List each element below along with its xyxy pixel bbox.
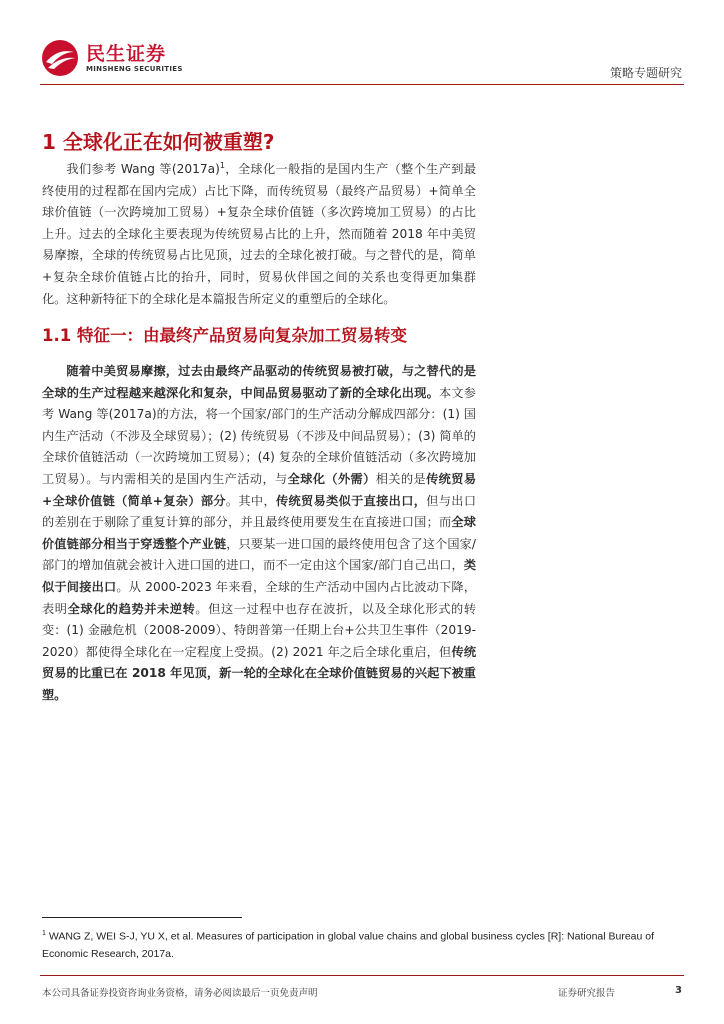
bold-text: 随着中美贸易摩擦，过去由最终产品驱动的传统贸易被打破，与之替代的是全球的生产过程越来越深化和复杂，中间品贸易驱动了新的全球化出现。 — [42, 364, 476, 400]
page-number: 3 — [675, 985, 682, 996]
page-header — [40, 38, 684, 82]
paragraph-text: 。但这一过程中也存在波折，以及全球化形式的转变：(1) 金融危机（2008-2009）、特朗普第一任期上台+公共卫生事件（2019-2020）都使得全球化在一定程度上受损。(2) 2021 年之后全球化重启，但 — [42, 601, 477, 659]
footer-divider — [40, 975, 684, 976]
paragraph-text: ，只要某一进口国的最终使用包含了这个国家/部门的增加值就会被计入进口国的进口，而不一定由这个国家/部门自己出口， — [42, 536, 477, 573]
section-heading: 1 全球化正在如何被重塑? — [42, 130, 275, 154]
footnote-mark: 1 — [42, 930, 46, 937]
paragraph-text: 本文参考 Wang 等(2017a)的方法，将一个国家/部门的生产活动分解成四部分：(1) 国内生产活动（不涉及全球贸易）；(2) 传统贸易（不涉及中间品贸易）；(3) 简单的全球价值链活动（一次跨境加工贸易）；(4) 复杂的全球价值链活动（多次跨境加工贸易）。与内需相关的是国内生产活动，与 — [42, 385, 476, 486]
footnote-text: WANG Z, WEI S-J, YU X, et al. Measures of participation in global value chains and global business cycles [R]: National Bureau of Economic Research, 2017a. — [42, 930, 655, 960]
paragraph-text: 。从 2000-2023 年来看，全球的生产活动中国内占比波动下降，表明 — [42, 579, 476, 616]
bold-text: 全球化（外需） — [287, 471, 376, 486]
footnote-divider — [42, 917, 242, 918]
logo-english-name: MINSHENG SECURITIES — [86, 64, 183, 73]
paragraph-text: 。其中， — [225, 493, 276, 508]
footer-disclaimer: 本公司具备证券投资咨询业务资格，请务必阅读最后一页免责声明 — [42, 988, 318, 999]
logo-chinese-name: 民生证券 — [86, 42, 167, 65]
company-logo — [40, 38, 183, 78]
bold-text: 类似于间接出口 — [42, 558, 476, 594]
bold-text: 传统贸易+全球价值链（简单+复杂）部分 — [42, 471, 477, 508]
subsection-paragraph — [42, 361, 476, 707]
paragraph-text: 我们参考 Wang 等(2017a) — [66, 162, 220, 176]
footnote-reference[interactable]: 1 — [219, 160, 225, 170]
bold-text: 全球价值链部分相当于穿透整个产业链 — [42, 515, 476, 551]
subsection-heading: 1.1 特征一：由最终产品贸易向复杂加工贸易转变 — [42, 326, 407, 345]
footer-report-label: 证券研究报告 — [558, 988, 616, 999]
section-paragraph — [42, 159, 476, 310]
bold-text: 全球化的趋势并未逆转 — [67, 601, 196, 616]
report-type-label: 策略专题研究 — [609, 66, 682, 80]
header-divider — [40, 84, 684, 85]
paragraph-text: ，全球化一般指的是国内生产（整个生产到最终使用的过程都在国内完成）占比下降，而传统贸易（最终产品贸易）+简单全球价值链（一次跨境加工贸易）+复杂全球价值链（多次跨境加工贸易）的占比上升。过去的全球化主要表现为传统贸易占比的上升，然而随着 2018 年中美贸易摩擦，全球的传统贸易占比见顶，过去的全球化被打破。与之替代的是，简单+复杂全球价值链占比的抬升，同时，贸易伙伴国之间的关系也变得更加集群化。这种新特征下的全球化是本篇报告所定义的重塑后的全球化。 — [42, 162, 477, 306]
bold-text: 传统贸易的比重已在 2018 年见顶，新一轮的全球化在全球价值链贸易的兴起下被重塑。 — [42, 644, 477, 702]
paragraph-text: 相关的是 — [375, 471, 427, 486]
paragraph-text: 但与出口的差别在于剔除了重复计算的部分，并且最终使用要发生在直接进口国；而 — [42, 493, 477, 530]
minsheng-logo-icon — [40, 38, 80, 78]
bold-text: 传统贸易类似于直接出口， — [275, 493, 427, 508]
footnote — [42, 925, 682, 963]
